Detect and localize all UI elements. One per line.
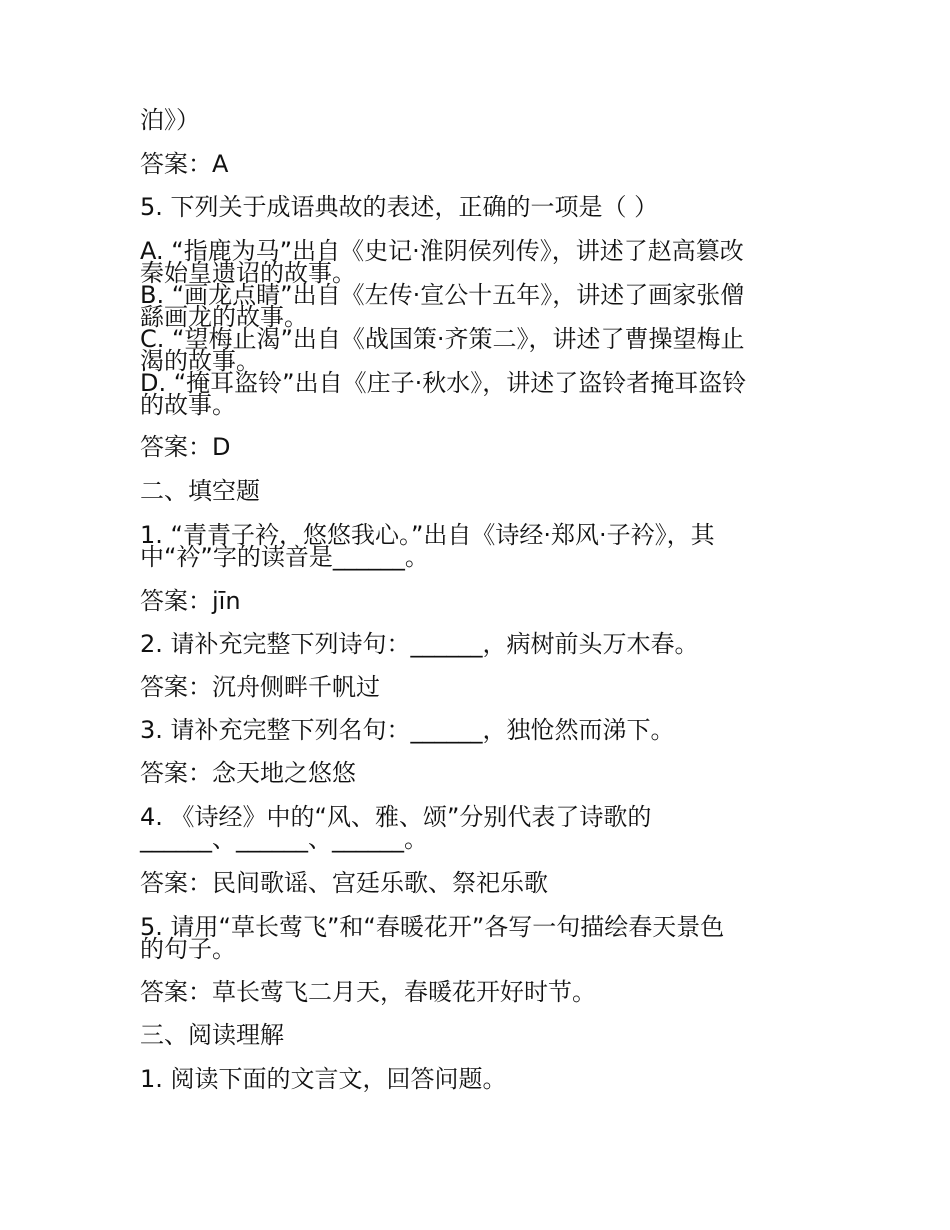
fill-q2: 2. 请补充完整下列诗句：______，病树前头万木春。 xyxy=(140,630,699,658)
option-a-line2: 秦始皇遗诏的故事。 xyxy=(140,259,356,287)
answer-text: 答案：A xyxy=(140,150,229,178)
fill-q3: 3. 请补充完整下列名句：______，独怆然而涕下。 xyxy=(140,716,675,744)
answer-text: 答案：D xyxy=(140,433,231,461)
section-heading: 三、阅读理解 xyxy=(140,1021,284,1049)
reading-q1: 1. 阅读下面的文言文，回答问题。 xyxy=(140,1065,507,1093)
option-c-line2: 渴的故事。 xyxy=(140,347,260,375)
option-a-line1: A. “指鹿为马”出自《史记·淮阴侯列传》，讲述了赵高篡改 xyxy=(140,237,744,265)
fill-q4-line1: 4. 《诗经》中的“风、雅、颂”分别代表了诗歌的 xyxy=(140,803,652,831)
fill-q4-line2: ______、______、______。 xyxy=(140,825,428,853)
section-heading: 二、填空题 xyxy=(140,477,260,505)
option-c-line1: C. “望梅止渴”出自《战国策·齐策二》，讲述了曹操望梅止 xyxy=(140,325,745,353)
answer-text: 答案：民间歌谣、宫廷乐歌、祭祀乐歌 xyxy=(140,869,548,897)
option-b-line2: 繇画龙的故事。 xyxy=(140,303,308,331)
option-b-line1: B. “画龙点睛”出自《左传·宣公十五年》，讲述了画家张僧 xyxy=(140,281,745,309)
option-d-line1: D. “掩耳盗铃”出自《庄子·秋水》，讲述了盗铃者掩耳盗铃 xyxy=(140,369,747,397)
answer-text: 答案：草长莺飞二月天，春暖花开好时节。 xyxy=(140,978,596,1006)
answer-text: 答案：念天地之悠悠 xyxy=(140,759,356,787)
option-d-line2: 的故事。 xyxy=(140,391,236,419)
fill-q1-line2: 中“衿”字的读音是______。 xyxy=(140,543,429,571)
fill-q5-line1: 5. 请用“草长莺飞”和“春暖花开”各写一句描绘春天景色 xyxy=(140,913,725,941)
continuation-text: 泊》） xyxy=(140,106,200,134)
answer-text: 答案：沉舟侧畔千帆过 xyxy=(140,673,380,701)
fill-q1-line1: 1. “青青子衿，悠悠我心。”出自《诗经·郑风·子衿》，其 xyxy=(140,521,715,549)
fill-q5-line2: 的句子。 xyxy=(140,935,236,963)
question-stem: 5. 下列关于成语典故的表述，正确的一项是（ ） xyxy=(140,193,659,221)
answer-text: 答案：jīn xyxy=(140,587,241,615)
